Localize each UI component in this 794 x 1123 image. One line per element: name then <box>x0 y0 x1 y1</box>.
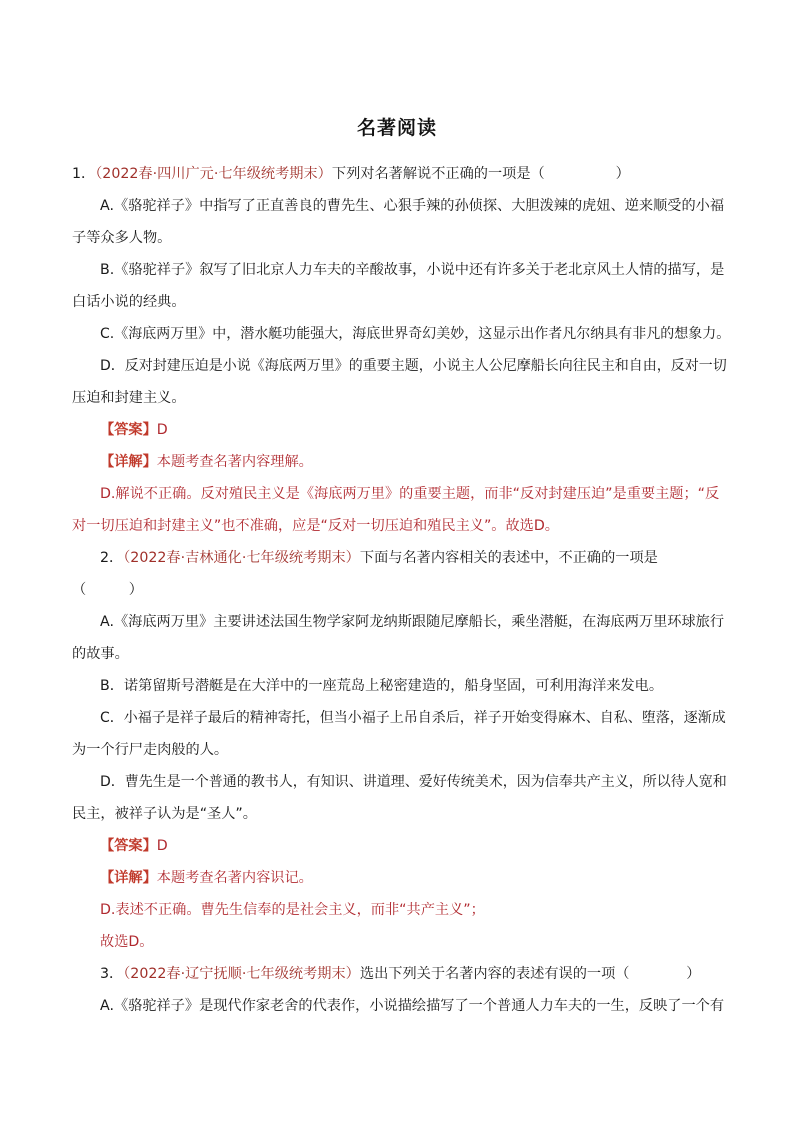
q2-option-a-line1: A.《海底两万里》主要讲述法国生物学家阿龙纳斯跟随尼摩船长，乘坐潜艇，在海底两万里环球旅行 <box>100 614 725 630</box>
answer-label: 【答案】 <box>100 838 157 854</box>
question-2-stem <box>100 548 760 568</box>
q1-explanation-line1: D.解说不正确。反对殖民主义是《海底两万里》的重要主题，而非“反对封建压迫”是重要主题；“反 <box>100 486 720 502</box>
detail-text: 本题考查名著内容理解。 <box>156 454 313 470</box>
question-source: （2022春·吉林通化·七年级统考期末） <box>123 550 360 566</box>
page-title: 名著阅读 <box>356 117 437 139</box>
question-number: 1． <box>72 166 96 182</box>
q1-option-a-line2: 子等众多人物。 <box>72 230 172 246</box>
detail-label: 【详解】 <box>100 870 157 886</box>
q1-option-c-line1: C.《海底两万里》中，潜水艇功能强大，海底世界奇幻美妙，这显示出作者凡尔纳具有非凡的想象力。 <box>100 326 731 342</box>
q3-option-a-line1: A.《骆驼祥子》是现代作家老舍的代表作，小说描绘描写了一个普通人力车夫的一生，反映了一个有 <box>100 998 725 1014</box>
q1-option-b-line2: 白话小说的经典。 <box>72 294 186 310</box>
answer-value: D <box>156 838 168 854</box>
answer-value: D <box>156 422 168 438</box>
detail-text: 本题考查名著内容识记。 <box>156 870 313 886</box>
q1-option-a-line1: A.《骆驼祥子》中指写了正直善良的曹先生、心狠手辣的孙侦探、大胆泼辣的虎妞、逆来顺受的小福 <box>100 198 725 214</box>
q2-detail <box>100 868 760 888</box>
question-text: 下面与名著内容相关的表述中，不正确的一项是 <box>359 550 658 566</box>
question-3-stem <box>100 964 760 984</box>
question-text: 选出下列关于名著内容的表述有误的一项（ ） <box>359 966 701 982</box>
q1-explanation-line2: 对一切压迫和封建主义”也不准确，应是“反对一切压迫和殖民主义”。故选D。 <box>72 518 559 534</box>
q2-option-d-line1: D．曹先生是一个普通的教书人，有知识、讲道理、爱好传统美术，因为信奉共产主义，所以待人宽和 <box>100 774 727 790</box>
q1-answer <box>100 420 760 440</box>
q2-option-a-line2: 的故事。 <box>72 646 129 662</box>
q2-answer <box>100 836 760 856</box>
q1-option-b-line1: B.《骆驼祥子》叙写了旧北京人力车夫的辛酸故事，小说中还有许多关于老北京风土人情的描写，是 <box>100 262 725 278</box>
q1-option-d-line1: D．反对封建压迫是小说《海底两万里》的重要主题，小说主人公尼摩船长向往民主和自由，反对一切 <box>100 358 727 374</box>
question-source: （2022春·四川广元·七年级统考期末） <box>95 166 332 182</box>
q1-detail <box>100 452 760 472</box>
question-source: （2022春·辽宁抚顺·七年级统考期末） <box>123 966 360 982</box>
question-number: 3． <box>100 966 124 982</box>
q2-option-d-line2: 民主，被祥子认为是“圣人”。 <box>72 806 257 822</box>
question-number: 2． <box>100 550 124 566</box>
question-2-stem-line2: （ ） <box>72 582 143 598</box>
detail-label: 【详解】 <box>100 454 157 470</box>
question-1-stem <box>72 164 732 184</box>
q1-option-d-line2: 压迫和封建主义。 <box>72 390 186 406</box>
q2-option-b-line1: B．诺第留斯号潜艇是在大洋中的一座荒岛上秘密建造的，船身坚固，可利用海洋来发电。 <box>100 678 664 694</box>
question-text: 下列对名著解说不正确的一项是（ ） <box>331 166 630 182</box>
q2-option-c-line1: C．小福子是祥子最后的精神寄托，但当小福子上吊自杀后，祥子开始变得麻木、自私、堕落，逐渐成 <box>100 710 726 726</box>
q2-explanation-line2: 故选D。 <box>100 934 154 950</box>
q2-explanation-line1: D.表述不正确。曹先生信奉的是社会主义，而非“共产主义”； <box>100 902 485 918</box>
q2-option-c-line2: 为一个行尸走肉般的人。 <box>72 742 229 758</box>
answer-label: 【答案】 <box>100 422 157 438</box>
